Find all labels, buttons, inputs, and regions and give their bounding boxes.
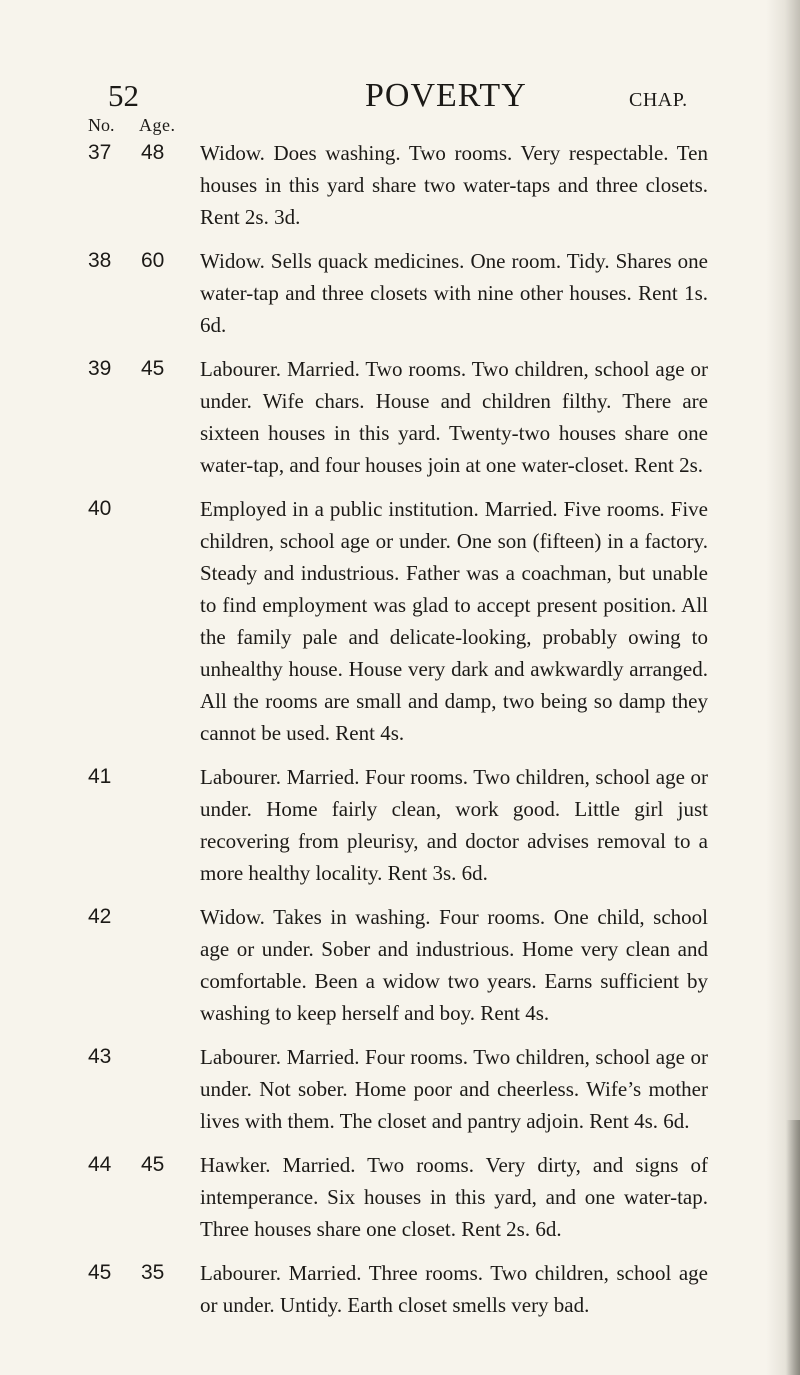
entry-number: 42: [88, 905, 112, 928]
page-number: 52: [108, 78, 139, 113]
entry-number: 40: [88, 497, 112, 520]
entry-number: 39: [88, 357, 112, 380]
column-headings: [0, 114, 800, 136]
entry-age: 35: [141, 1261, 165, 1284]
entry-number: 43: [88, 1045, 112, 1068]
entry-description: Widow. Takes in washing. Four rooms. One child, school age or under. Sober and industrious. Home very clean and comfortable. Been a widow two years. Earns sufficient by washing to keep herself and boy. Rent 4s.: [200, 905, 708, 1025]
chapter-label: CHAP.: [629, 89, 688, 111]
column-heading-no: No.: [88, 115, 115, 135]
entry-number: 44: [88, 1153, 112, 1176]
entry-description: Labourer. Married. Two rooms. Two children, school age or under. Wife chars. House and children filthy. There are sixteen houses in this yard. Twenty-two houses share one water-tap, and four houses join at one water-closet. Rent 2s.: [200, 357, 708, 477]
column-heading-age: Age.: [139, 115, 176, 135]
entry-number: 38: [88, 249, 112, 272]
entry-age: 45: [141, 1153, 165, 1176]
entry-description: Labourer. Married. Four rooms. Two children, school age or under. Home fairly clean, work good. Little girl just recovering from pleurisy, and doctor advises removal to a more healthy locality. Rent 3s. 6d.: [200, 765, 708, 885]
entry-description: Widow. Sells quack medicines. One room. Tidy. Shares one water-tap and three closets with nine other houses. Rent 1s. 6d.: [200, 249, 708, 337]
entry-description: Labourer. Married. Three rooms. Two children, school age or under. Untidy. Earth closet smells very bad.: [200, 1261, 708, 1317]
entry-description: Widow. Does washing. Two rooms. Very respectable. Ten houses in this yard share two water-taps and three closets. Rent 2s. 3d.: [200, 141, 708, 229]
entry-age: 48: [141, 141, 165, 164]
running-title: POVERTY: [365, 77, 527, 114]
entry-description: Hawker. Married. Two rooms. Very dirty, and signs of intemperance. Six houses in this yard, and one water-tap. Three houses share one closet. Rent 2s. 6d.: [200, 1153, 708, 1241]
page-edge-dark: [786, 1120, 800, 1375]
entry-description: Labourer. Married. Four rooms. Two children, school age or under. Not sober. Home poor and cheerless. Wife’s mother lives with them. The closet and pantry adjoin. Rent 4s. 6d.: [200, 1045, 708, 1133]
entry-description: Employed in a public institution. Married. Five rooms. Five children, school age or under. One son (fifteen) in a factory. Steady and industrious. Father was a coachman, but unable to find employment was glad to accept present position. All the family pale and delicate-looking, probably owing to unhealthy house. House very dark and awkwardly arranged. All the rooms are small and damp, two being so damp they cannot be used. Rent 4s.: [200, 497, 708, 745]
entry-age: 45: [141, 357, 165, 380]
entry-number: 41: [88, 765, 112, 788]
entry-number: 45: [88, 1261, 112, 1284]
entry-age: 60: [141, 249, 165, 272]
entry-number: 37: [88, 141, 112, 164]
